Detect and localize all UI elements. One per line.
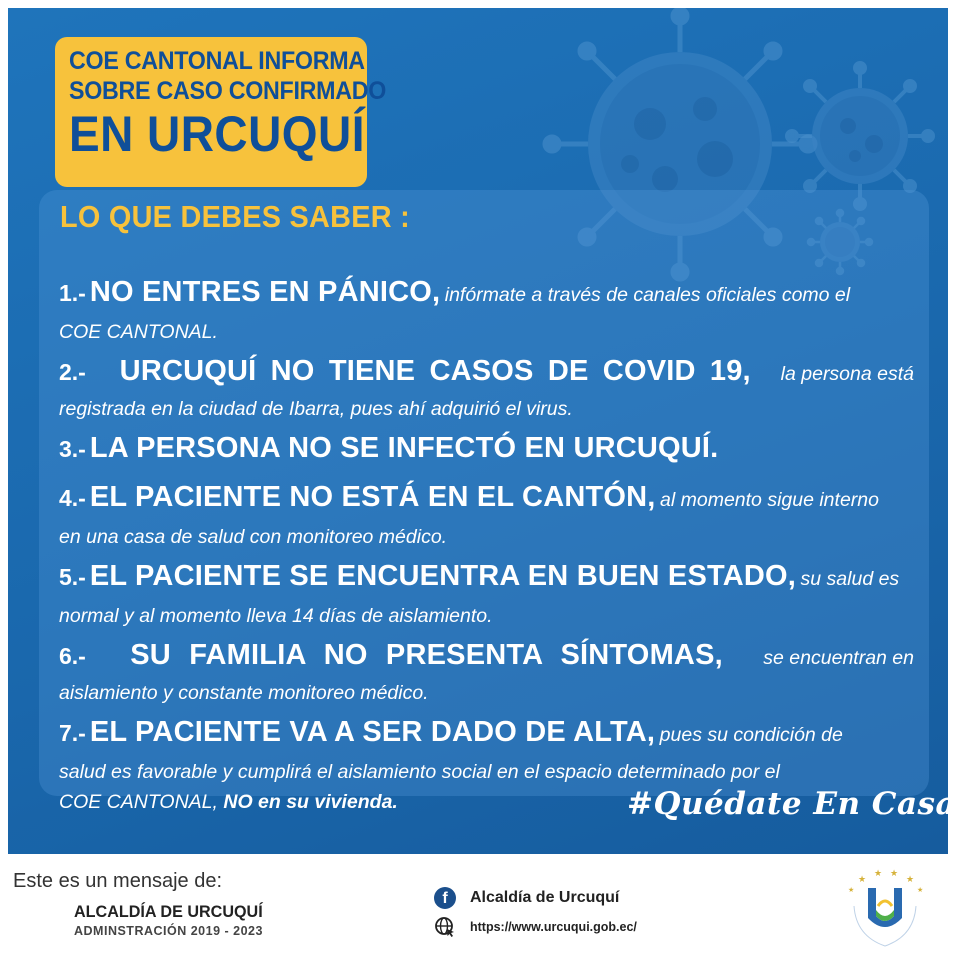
item-detail-continued: COE CANTONAL.	[59, 321, 218, 343]
item-number: 6.-	[59, 643, 86, 669]
header-banner	[55, 37, 387, 187]
item-number: 1.-	[59, 280, 86, 306]
list-item-3	[59, 428, 914, 473]
list-item-1	[59, 272, 914, 347]
item-detail: su salud es	[800, 568, 900, 590]
item-heading: EL PACIENTE SE ENCUENTRA EN BUEN ESTADO,	[89, 560, 797, 592]
item-heading: EL PACIENTE NO ESTÁ EN EL CANTÓN,	[89, 481, 656, 513]
hashtag-quedate-en-casa: #Quédate En Casa	[627, 786, 957, 822]
section-title: LO QUE DEBES SABER :	[60, 199, 410, 234]
header-line-2: SOBRE CASO CONFIRMADO	[69, 77, 387, 105]
footer-organization: ALCALDÍA DE URCUQUÍ	[74, 902, 263, 921]
item-number: 3.-	[59, 436, 86, 462]
footer-administration: ADMINSTRACIÓN 2019 - 2023	[74, 924, 263, 938]
item-detail-continued: salud es favorable y cumplirá el aislamiento social en el espacio determinado por el	[59, 761, 780, 783]
svg-text:★: ★	[917, 886, 924, 894]
item-detail-text: COE CANTONAL,	[59, 791, 218, 813]
footer	[0, 854, 960, 960]
item-detail: pues su condición de	[659, 724, 843, 746]
item-heading: NO ENTRES EN PÁNICO,	[89, 276, 441, 308]
list-item-6	[59, 635, 914, 708]
item-detail: se encuentran en	[763, 647, 914, 669]
svg-text:★: ★	[858, 875, 867, 885]
header-title: EN URCUQUÍ	[69, 106, 365, 162]
website-link[interactable]: https://www.urcuqui.gob.ec/	[470, 920, 637, 934]
item-detail-continued: en una casa de salud con monitoreo médico.	[59, 526, 448, 548]
svg-text:★: ★	[890, 869, 899, 879]
item-detail-emphasis: NO en su vivienda.	[223, 791, 398, 813]
item-heading: LA PERSONA NO SE INFECTÓ EN URCUQUÍ.	[89, 432, 719, 464]
item-detail-continued: normal y al momento lleva 14 días de aislamiento.	[59, 605, 493, 627]
globe-cursor-icon[interactable]	[434, 916, 456, 938]
list-item-2	[59, 351, 914, 424]
svg-text:★: ★	[848, 886, 855, 894]
item-number: 5.-	[59, 564, 86, 590]
item-detail-continued: registrada en la ciudad de Ibarra, pues ahí adquirió el virus.	[59, 398, 573, 420]
list-item-4	[59, 477, 914, 552]
item-heading: SU FAMILIA NO PRESENTA SÍNTOMAS,	[130, 639, 723, 671]
virus-medium-icon	[787, 63, 933, 209]
item-detail: infórmate a través de canales oficiales como el	[444, 284, 851, 306]
svg-text:★: ★	[874, 869, 883, 879]
info-list	[59, 272, 914, 821]
item-detail-continued: aislamiento y constante monitoreo médico.	[59, 682, 429, 704]
item-number: 4.-	[59, 485, 86, 511]
todos-por-urcuqui-logo	[840, 866, 930, 956]
list-item-5	[59, 556, 914, 631]
header-line-1: COE CANTONAL INFORMA	[69, 47, 365, 75]
item-number: 7.-	[59, 720, 86, 746]
item-heading: URCUQUÍ NO TIENE CASOS DE COVID 19,	[119, 355, 751, 387]
facebook-link[interactable]: Alcaldía de Urcuquí	[470, 889, 620, 906]
item-detail: la persona está	[780, 363, 914, 385]
facebook-icon[interactable]: f	[434, 887, 456, 909]
item-number: 2.-	[59, 359, 86, 385]
item-heading: EL PACIENTE VA A SER DADO DE ALTA,	[89, 716, 656, 748]
footer-message: Este es un mensaje de:	[13, 870, 223, 892]
item-detail: al momento sigue interno	[660, 489, 879, 511]
svg-text:★: ★	[906, 875, 915, 885]
